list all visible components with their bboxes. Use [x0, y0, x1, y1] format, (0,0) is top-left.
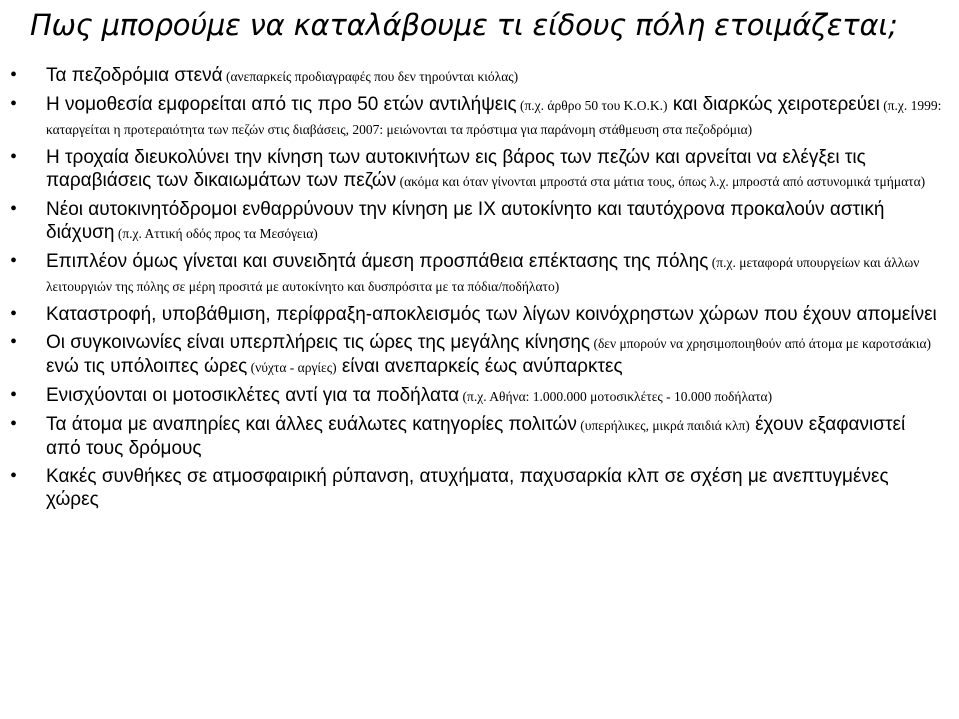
bullet-note: (π.χ. άρθρο 50 του Κ.Ο.Κ.) — [516, 98, 668, 113]
bullet-text: Καταστροφή, υποβάθμιση, περίφραξη-αποκλεισμός των λίγων κοινόχρηστων χώρων που έχουν απομείνει — [46, 304, 937, 325]
bullet-text: Τα πεζοδρόμια στενά — [46, 65, 223, 86]
bullet-text-continued: έχουν εξαφανιστεί από τους δρόμους — [46, 414, 906, 459]
bullet-icon: • — [10, 465, 18, 487]
bullet-icon: • — [10, 198, 18, 220]
bullet-icon: • — [10, 384, 18, 406]
bullet-item-legislation — [0, 93, 959, 141]
bullet-note: (π.χ. Αττική οδός προς τα Μεσόγεια) — [114, 226, 318, 241]
bullet-note: (ανεπαρκείς προδιαγραφές που δεν τηρούνται κιόλας) — [222, 69, 519, 84]
bullet-text: Η νομοθεσία εμφορείται από τις προ 50 ετών αντιλήψεις — [46, 94, 517, 115]
bullet-item-public-transport — [0, 331, 959, 379]
bullet-note-continued: (π.χ. 1999: καταργείται η προτεραιότητα των πεζών στις διαβάσεις, 2007: μειώνονται τα πρόστιμα για παράνομη στάθμευση στα πεζοδρόμια) — [46, 98, 942, 137]
bullet-item-health-conditions — [0, 465, 959, 511]
bullet-text: Οι συγκοινωνίες είναι υπερπλήρεις τις ώρες της μεγάλης κίνησης — [46, 332, 591, 353]
bullet-note: (ακόμα και όταν γίνονται μπροστά στα μάτια τους, όπως λ.χ. μπροστά από αστυνομικά τμήματα) — [396, 174, 926, 189]
bullet-text: Η τροχαία διευκολύνει την κίνηση των αυτοκινήτων εις βάρος των πεζών και αρνείται να ελέγξει τις παραβιάσεις των δικαιωμάτων των πεζών — [46, 147, 866, 191]
bullet-text-continued: ενώ τις υπόλοιπες ώρες — [46, 356, 248, 377]
bullet-text-ending: είναι ανεπαρκείς έως ανύπαρκτες — [336, 356, 623, 377]
bullet-item-motorways — [0, 198, 959, 245]
bullet-note-continued: (νύχτα - αργίες) — [247, 360, 337, 375]
bullet-icon: • — [10, 303, 18, 325]
bullet-icon: • — [10, 64, 18, 86]
bullet-note: (υπερήλικες, μικρά παιδιά κλπ) — [576, 418, 750, 433]
bullet-text: Ενισχύονται οι μοτοσικλέτες αντί για τα ποδήλατα — [46, 385, 460, 406]
bullet-note: (π.χ. Αθήνα: 1.000.000 μοτοσικλέτες - 10.000 ποδήλατα) — [459, 389, 773, 404]
bullet-item-public-spaces — [0, 303, 959, 326]
bullet-item-motorcycles — [0, 384, 959, 408]
bullet-text: Νέοι αυτοκινητόδρομοι ενθαρρύνουν την κίνηση με ΙΧ αυτοκίνητο και ταυτόχρονα προκαλούν αστική διάχυση — [46, 199, 885, 243]
bullet-text: Τα άτομα με αναπηρίες και άλλες ευάλωτες κατηγορίες πολιτών — [46, 414, 577, 435]
bullet-text: Επιπλέον όμως γίνεται και συνειδητά άμεση προσπάθεια επέκτασης της πόλης — [46, 251, 709, 272]
bullet-icon: • — [10, 93, 18, 115]
bullet-icon: • — [10, 413, 18, 435]
bullet-list — [0, 64, 959, 516]
bullet-note: (δεν μπορούν να χρησιμοποιηθούν από άτομα με καροτσάκια) — [590, 336, 932, 351]
bullet-item-vulnerable-groups — [0, 413, 959, 460]
bullet-icon: • — [10, 250, 18, 272]
slide-title: Πως μπορούμε να καταλάβουμε τι είδους πόλη ετοιμάζεται; — [30, 8, 898, 42]
bullet-item-traffic-police — [0, 146, 959, 193]
bullet-text-continued: και διαρκώς χειροτερεύει — [667, 94, 880, 115]
bullet-icon: • — [10, 146, 18, 168]
bullet-item-city-expansion — [0, 250, 959, 298]
bullet-item-sidewalks — [0, 64, 959, 88]
bullet-icon: • — [10, 331, 18, 353]
bullet-note: (π.χ. μεταφορά υπουργείων και άλλων λειτουργιών της πόλης σε μέρη προσιτά με αυτοκίνητο και δυσπρόσιτα με τα πόδια/ποδήλατο) — [46, 255, 920, 294]
bullet-text: Κακές συνθήκες σε ατμοσφαιρική ρύπανση, ατυχήματα, παχυσαρκία κλπ σε σχέση με ανεπτυγμένες χώρες — [46, 466, 889, 510]
